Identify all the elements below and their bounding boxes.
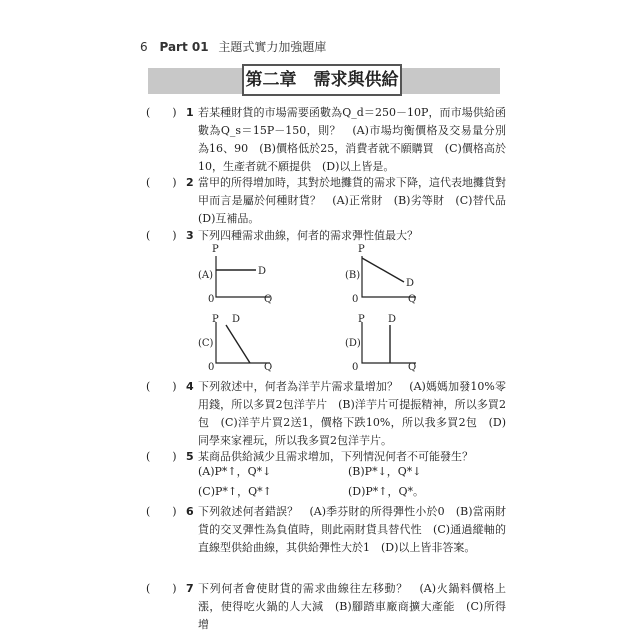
option-c: (C)P*↑，Q*↑ xyxy=(198,485,272,498)
chapter-title: 第二章 需求與供給 xyxy=(242,64,402,96)
option-a: (A)P*↑，Q*↓ xyxy=(198,465,272,478)
page-number: 6 xyxy=(140,40,148,54)
curve-label-d: D xyxy=(258,266,267,277)
graph-label-a: (A) xyxy=(198,270,214,281)
axis-label-p: P xyxy=(358,314,365,325)
axis-label-p: P xyxy=(212,314,219,325)
answer-blank: ( ) xyxy=(146,582,177,595)
question-7 xyxy=(146,580,506,634)
curve-label-d: D xyxy=(406,278,415,289)
origin-label: 0 xyxy=(352,294,359,305)
answer-blank: ( ) xyxy=(146,106,177,119)
answer-blank: ( ) xyxy=(146,380,177,393)
question-6 xyxy=(146,503,506,557)
origin-label: 0 xyxy=(208,362,215,373)
curve-label-d: D xyxy=(388,314,397,325)
curve-label-d: D xyxy=(232,314,241,325)
axis-label-p: P xyxy=(358,244,365,255)
part-label: Part 01 xyxy=(159,40,209,54)
question-number: 7 xyxy=(186,582,194,595)
axis-label-p: P xyxy=(212,244,219,255)
answer-blank: ( ) xyxy=(146,176,177,189)
question-number: 4 xyxy=(186,380,194,393)
question-text: 若某種財貨的市場需要函數為Q_d＝250－10P，而市場供給函數為Q_s＝15P－150，則？ (A)市場均衡價格及交易量分別為16、90 (B)價格低於25，消費者就不願購買 (C)價格高於10，生產者就不願提供 (D)以上皆是。 xyxy=(198,106,506,173)
question-text: 某商品供給減少且需求增加，下列情況何者不可能發生？ xyxy=(198,450,473,463)
graph-c-axes xyxy=(216,322,270,363)
answer-blank: ( ) xyxy=(146,450,177,463)
graph-label-b: (B) xyxy=(345,270,361,281)
question-1 xyxy=(146,104,506,176)
question-text: 下列何者會使財貨的需求曲線往左移動？ (A)火鍋料價格上漲，使得吃火鍋的人大減 (B)腳踏車廠商擴大產能 (C)所得增 xyxy=(198,582,506,631)
page-header xyxy=(140,38,326,55)
question-number: 1 xyxy=(186,106,194,119)
graph-label-c: (C) xyxy=(198,338,214,349)
axis-label-q: Q xyxy=(408,294,417,305)
question-number: 6 xyxy=(186,505,194,518)
question-number: 5 xyxy=(186,450,194,463)
question-number: 2 xyxy=(186,176,194,189)
demand-curves-figure xyxy=(190,240,430,374)
question-text: 下列敘述中，何者為洋芋片需求量增加？ (A)媽媽加發10%零用錢，所以多買2包洋芋片 (B)洋芋片可提振精神，所以多買2包 (C)洋芋片買2送1，價格下跌10%，所以我多買2包 (D)同學來家裡玩，所以我多買2包洋芋片。 xyxy=(198,380,506,447)
graph-c-curve xyxy=(226,325,250,363)
answer-blank: ( ) xyxy=(146,505,177,518)
section-title: 主題式實力加強題庫 xyxy=(218,40,327,54)
question-text: 下列四種需求曲線，何者的需求彈性值最大？ xyxy=(198,229,418,242)
axis-label-q: Q xyxy=(264,294,273,305)
origin-label: 0 xyxy=(208,294,215,305)
question-4 xyxy=(146,378,506,450)
option-b: (B)P*↓，Q*↓ xyxy=(348,465,422,478)
question-2 xyxy=(146,174,517,228)
answer-blank: ( ) xyxy=(146,229,177,242)
graph-label-d: (D) xyxy=(345,338,361,349)
axis-label-q: Q xyxy=(408,362,417,373)
graph-b-curve xyxy=(362,258,404,282)
question-number: 3 xyxy=(186,229,194,242)
axis-label-q: Q xyxy=(264,362,273,373)
question-text: 當甲的所得增加時，其對於地攤貨的需求下降，這代表地攤貨對甲而言是屬於何種財貨？ (A)正常財 (B)劣等財 (C)替代品 (D)互補品。 xyxy=(198,176,517,225)
option-d: (D)P*↑，Q*。 xyxy=(348,485,425,498)
question-text: 下列敘述何者錯誤？ (A)季芬財的所得彈性小於0 (B)當兩財貨的交叉彈性為負值時，則此兩財貨具替代性 (C)通過縱軸的直線型供給曲線，其供給彈性大於1 (D)以上皆非答案。 xyxy=(198,505,506,554)
origin-label: 0 xyxy=(352,362,359,373)
graph-d-axes xyxy=(362,322,416,363)
question-5-options xyxy=(198,462,498,502)
